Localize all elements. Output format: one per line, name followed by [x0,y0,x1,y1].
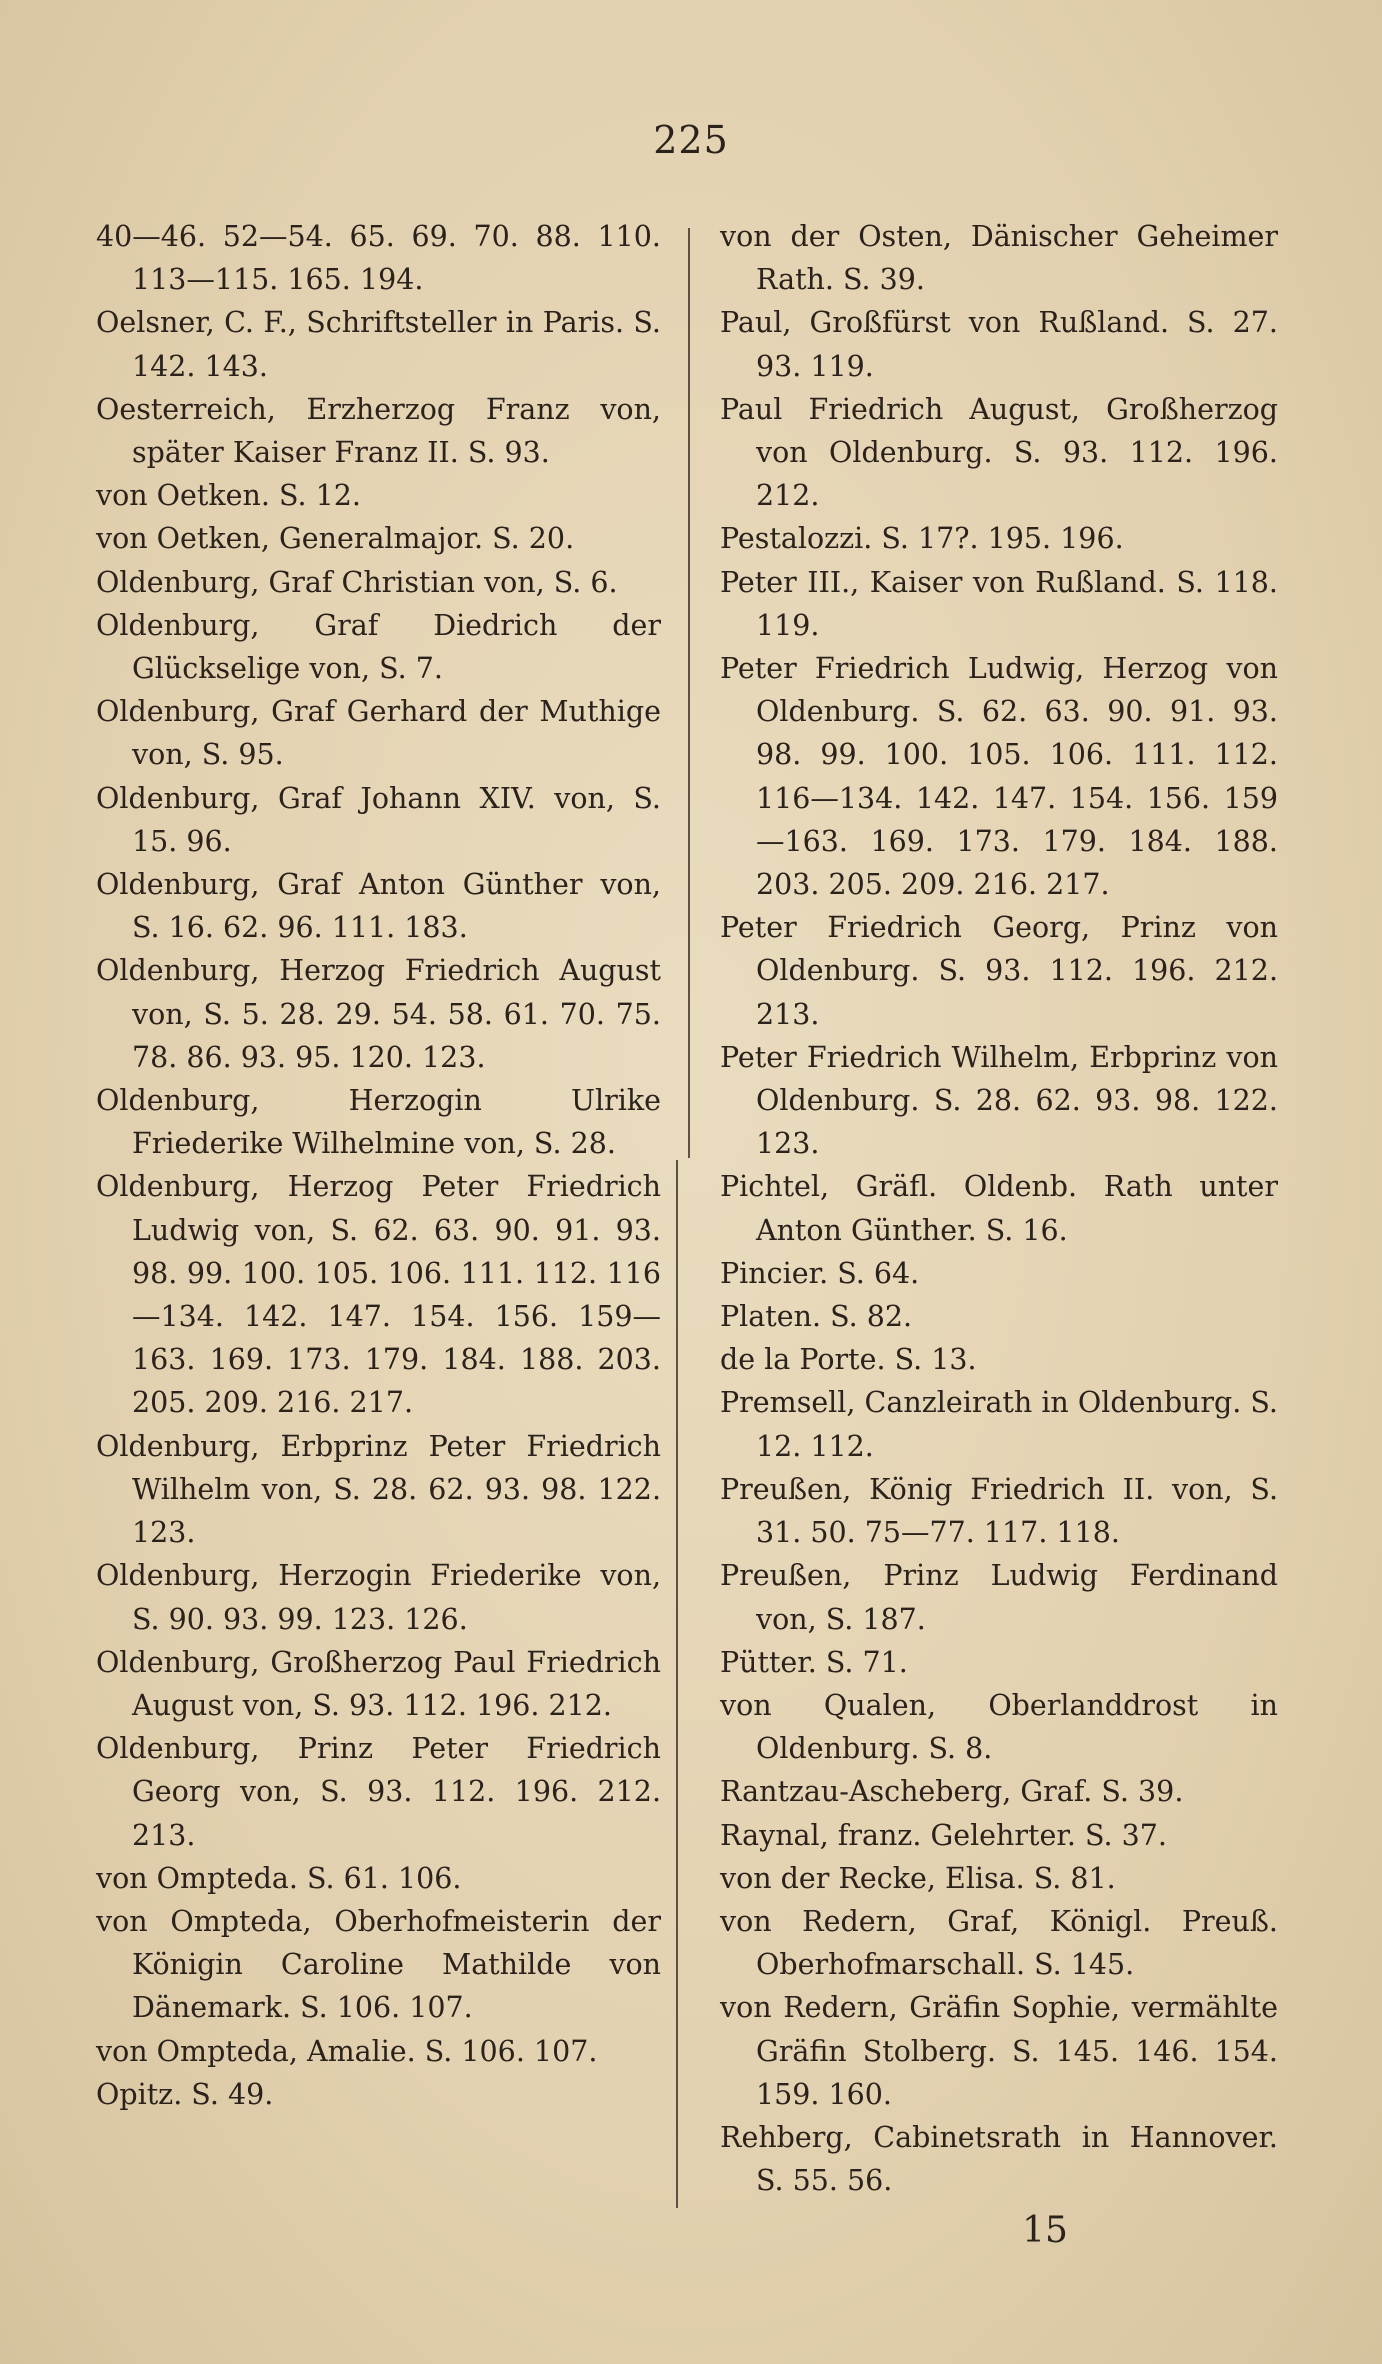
index-entry: Oelsner, C. F., Schriftsteller in Paris. S. 142. 143. [96,306,661,383]
index-entry: Oldenburg, Prinz Peter Friedrich Georg von, S. 93. 112. 196. 212. 213. [96,1732,661,1852]
index-entry: Rantzau-Ascheberg, Graf. S. 39. [720,1775,1184,1809]
index-entry: Pütter. S. 71. [720,1645,908,1679]
index-entry: von Ompteda, Amalie. S. 106. 107. [96,2034,598,2068]
index-entry: Oldenburg, Herzogin Ulrike Friederike Wilhelmine von, S. 28. [96,1084,661,1161]
page-number: 225 [653,118,729,162]
index-entry: Oldenburg, Herzogin Friederike von, S. 90. 93. 99. 123. 126. [96,1559,661,1636]
index-entry: Peter Friedrich Ludwig, Herzog von Oldenburg. S. 62. 63. 90. 91. 93. 98. 99. 100. 105. 106. 111. 112. 116—134. 142. 147. 154. 156. 159—163. 169. 173. 179. 184. 188. 203. 205. 209. 216. 217. [720,652,1278,902]
index-entry: Oldenburg, Graf Gerhard der Muthige von, S. 95. [96,695,661,772]
index-entry: Oldenburg, Herzog Friedrich August von, S. 5. 28. 29. 54. 58. 61. 70. 75. 78. 86. 93. 95. 120. 123. [96,954,661,1074]
index-entry: Peter Friedrich Wilhelm, Erbprinz von Oldenburg. S. 28. 62. 93. 98. 122. 123. [720,1040,1278,1161]
index-entry: Pincier. S. 64. [720,1256,920,1290]
index-entry: Oldenburg, Erbprinz Peter Friedrich Wilhelm von, S. 28. 62. 93. 98. 122. 123. [96,1429,661,1550]
index-entry: Preußen, König Friedrich II. von, S. 31. 50. 75—77. 117. 118. [720,1472,1278,1550]
index-entry: von Redern, Gräfin Sophie, vermählte Gräfin Stolberg. S. 145. 146. 154. 159. 160. [720,1991,1278,2111]
index-entry: von Oetken, Generalmajor. S. 20. [96,522,575,556]
index-entry: von Ompteda. S. 61. 106. [96,1861,462,1895]
index-entry: von Ompteda, Oberhofmeisterin der Königin Caroline Mathilde von Dänemark. S. 106. 107. [96,1904,661,2025]
index-column-left [96,215,661,2116]
index-entry: von Redern, Graf, Königl. Preuß. Oberhofmarschall. S. 145. [720,1904,1278,1982]
index-entry: Raynal, franz. Gelehrter. S. 37. [720,1818,1167,1852]
index-entry: Paul Friedrich August, Großherzog von Oldenburg. S. 93. 112. 196. 212. [720,392,1278,513]
index-column-right [720,215,1278,2202]
index-entry: von Qualen, Oberlanddrost in Oldenburg. S. 8. [720,1688,1278,1766]
index-entry: Oldenburg, Großherzog Paul Friedrich August von, S. 93. 112. 196. 212. [96,1645,661,1722]
index-entry: Pichtel, Gräfl. Oldenb. Rath unter Anton Günther. S. 16. [720,1170,1278,1247]
index-entry: Preußen, Prinz Ludwig Ferdinand von, S. 187. [720,1559,1278,1636]
index-entry: Platen. S. 82. [720,1300,913,1334]
index-entry: Oldenburg, Graf Diedrich der Glückselige von, S. 7. [96,608,661,686]
index-entry: Peter III., Kaiser von Rußland. S. 118. 119. [720,565,1278,642]
index-entry: Premsell, Canzleirath in Oldenburg. S. 12. 112. [720,1386,1278,1463]
index-entry: de la Porte. S. 13. [720,1343,977,1377]
index-entry: von der Recke, Elisa. S. 81. [720,1861,1116,1895]
index-entry: Paul, Großfürst von Rußland. S. 27. 93. 119. [720,306,1278,383]
index-entry: Oldenburg, Graf Christian von, S. 6. [96,565,618,599]
index-entry: Opitz. S. 49. [96,2077,274,2111]
index-entry: Oldenburg, Herzog Peter Friedrich Ludwig von, S. 62. 63. 90. 91. 93. 98. 99. 100. 105. 106. 111. 112. 116—134. 142. 147. 154. 156. 159—163. 169. 173. 179. 184. 188. 203. 205. 209. 216. 217. [96,1170,661,1420]
index-entry: Rehberg, Cabinetsrath in Hannover. S. 55. 56. [720,2120,1278,2198]
index-entry: Peter Friedrich Georg, Prinz von Oldenburg. S. 93. 112. 196. 212. 213. [720,911,1278,1031]
index-entry: Oesterreich, Erzherzog Franz von, später Kaiser Franz II. S. 93. [96,392,661,470]
index-entry: von Oetken. S. 12. [96,479,361,513]
column-divider-upper [688,228,690,1158]
index-entry: Oldenburg, Graf Anton Günther von, S. 16. 62. 96. 111. 183. [96,868,661,945]
column-divider-lower [676,1160,678,2208]
index-entry: von der Osten, Dänischer Geheimer Rath. S. 39. [720,220,1278,297]
index-entry: 40—46. 52—54. 65. 69. 70. 88. 110. 113—115. 165. 194. [96,220,661,297]
signature-mark: 15 [1022,2210,1068,2251]
index-entry: Pestalozzi. S. 17?. 195. 196. [720,522,1124,556]
index-entry: Oldenburg, Graf Johann XIV. von, S. 15. 96. [96,781,661,858]
